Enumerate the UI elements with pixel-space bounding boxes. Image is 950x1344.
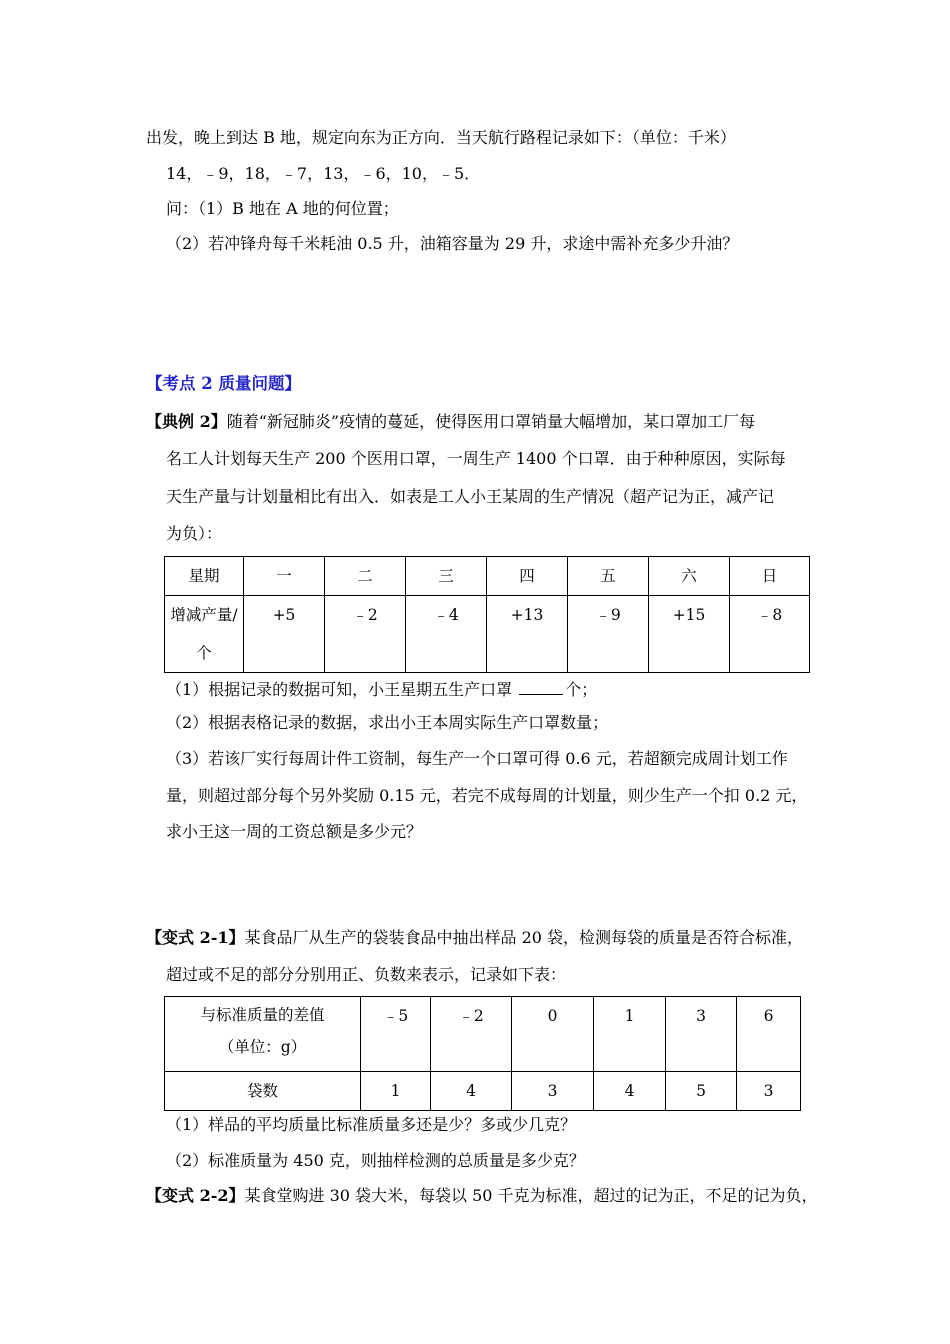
header-label-line-2: （单位：g） (218, 1038, 307, 1056)
variant-2-2-tag: 【变式 2-2】 (146, 1186, 245, 1205)
table-row (165, 596, 810, 673)
weight-table (164, 996, 801, 1111)
variant-2-1-q2: （2）标准质量为 450 克，则抽样检测的总质量是多少克？ (166, 1151, 585, 1170)
table-diff: 1 (594, 997, 666, 1072)
variant-2-1-q1: （1）样品的平均质量比标准质量多还是少？多或少几克？ (166, 1115, 577, 1134)
example-2-line-4: 为负）： (166, 524, 223, 543)
table-row (165, 997, 801, 1072)
answer-blank (519, 678, 563, 695)
production-table (164, 556, 810, 673)
table-value: ﹣8 (730, 596, 810, 673)
table-diff: 3 (666, 997, 737, 1072)
table-diff: 6 (737, 997, 801, 1072)
intro-question-1: 问：（1）B 地在 A 地的何位置； (166, 199, 399, 218)
q1-text: （1）根据记录的数据可知，小王星期五生产口罩 (166, 680, 513, 699)
variant-2-1-line-1 (146, 928, 803, 948)
table-diff: 0 (512, 997, 594, 1072)
section-heading: 【考点 2 质量问题】 (146, 374, 301, 393)
example-2-q1 (166, 678, 597, 700)
table-count: 3 (737, 1072, 801, 1111)
table-header-label (165, 997, 361, 1072)
intro-question-2: （2）若冲锋舟每千米耗油 0.5 升，油箱容量为 29 升，求途中需补充多少升油？ (166, 234, 739, 253)
table-header-label: 星期 (165, 557, 244, 596)
example-2-line-2: 名工人计划每天生产 200 个医用口罩，一周生产 1400 个口罩．由于种种原因，实际每 (166, 449, 786, 468)
table-day: 五 (568, 557, 649, 596)
table-count: 3 (512, 1072, 594, 1111)
table-day: 六 (649, 557, 730, 596)
table-diff: ﹣2 (431, 997, 512, 1072)
header-label-line-1: 与标准质量的差值 (200, 1006, 325, 1024)
example-2-text-1: 随着“新冠肺炎”疫情的蔓延，使得医用口罩销量大幅增加，某口罩加工厂每 (226, 412, 756, 431)
row-label-line-2: 个 (196, 644, 212, 662)
table-day: 日 (730, 557, 810, 596)
table-value: +15 (649, 596, 730, 673)
variant-2-1-line-2: 超过或不足的部分分别用正、负数来表示，记录如下表： (166, 965, 567, 984)
example-2-q3-line-3: 求小王这一周的工资总额是多少元？ (166, 822, 423, 841)
table-value: +5 (244, 596, 325, 673)
table-count: 4 (431, 1072, 512, 1111)
table-value: ﹣9 (568, 596, 649, 673)
row-label-line-1: 增减产量/ (170, 606, 238, 624)
table-diff: ﹣5 (361, 997, 431, 1072)
variant-2-1-tag: 【变式 2-1】 (146, 928, 245, 947)
example-2-q3-line-1: （3）若该厂实行每周计件工资制，每生产一个口罩可得 0.6 元，若超额完成周计划工作 (166, 749, 788, 768)
table-day: 三 (406, 557, 487, 596)
table-count: 1 (361, 1072, 431, 1111)
q1-suffix: 个； (565, 680, 598, 699)
table-row (165, 1072, 801, 1111)
table-row (165, 557, 810, 596)
table-day: 二 (325, 557, 406, 596)
table-value: ﹣2 (325, 596, 406, 673)
table-count: 5 (666, 1072, 737, 1111)
table-value: +13 (487, 596, 568, 673)
table-row-label: 袋数 (165, 1072, 361, 1111)
example-2-q3-line-2: 量，则超过部分每个另外奖励 0.15 元，若完不成每周的计划量，则少生产一个扣 0.2 元， (166, 786, 808, 805)
table-count: 4 (594, 1072, 666, 1111)
example-2-tag: 【典例 2】 (146, 412, 227, 431)
table-row-label (165, 596, 244, 673)
example-2-q2: （2）根据表格记录的数据，求出小王本周实际生产口罩数量； (166, 713, 609, 732)
example-2-line-1 (146, 412, 755, 432)
variant-2-2-line-1 (146, 1186, 818, 1206)
table-value: ﹣4 (406, 596, 487, 673)
variant-2-2-text-1: 某食堂购进 30 袋大米，每袋以 50 千克为标准，超过的记为正，不足的记为负， (244, 1186, 818, 1205)
table-day: 一 (244, 557, 325, 596)
table-day: 四 (487, 557, 568, 596)
variant-2-1-text-1: 某食品厂从生产的袋装食品中抽出样品 20 袋，检测每袋的质量是否符合标准， (244, 928, 804, 947)
intro-line-1: 出发，晚上到达 B 地，规定向东为正方向．当天航行路程记录如下：（单位：千米） (146, 128, 736, 147)
intro-distances: 14，﹣9，18，﹣7，13，﹣6，10，﹣5． (166, 164, 481, 183)
example-2-line-3: 天生产量与计划量相比有出入．如表是工人小王某周的生产情况（超产记为正，减产记 (166, 487, 775, 506)
